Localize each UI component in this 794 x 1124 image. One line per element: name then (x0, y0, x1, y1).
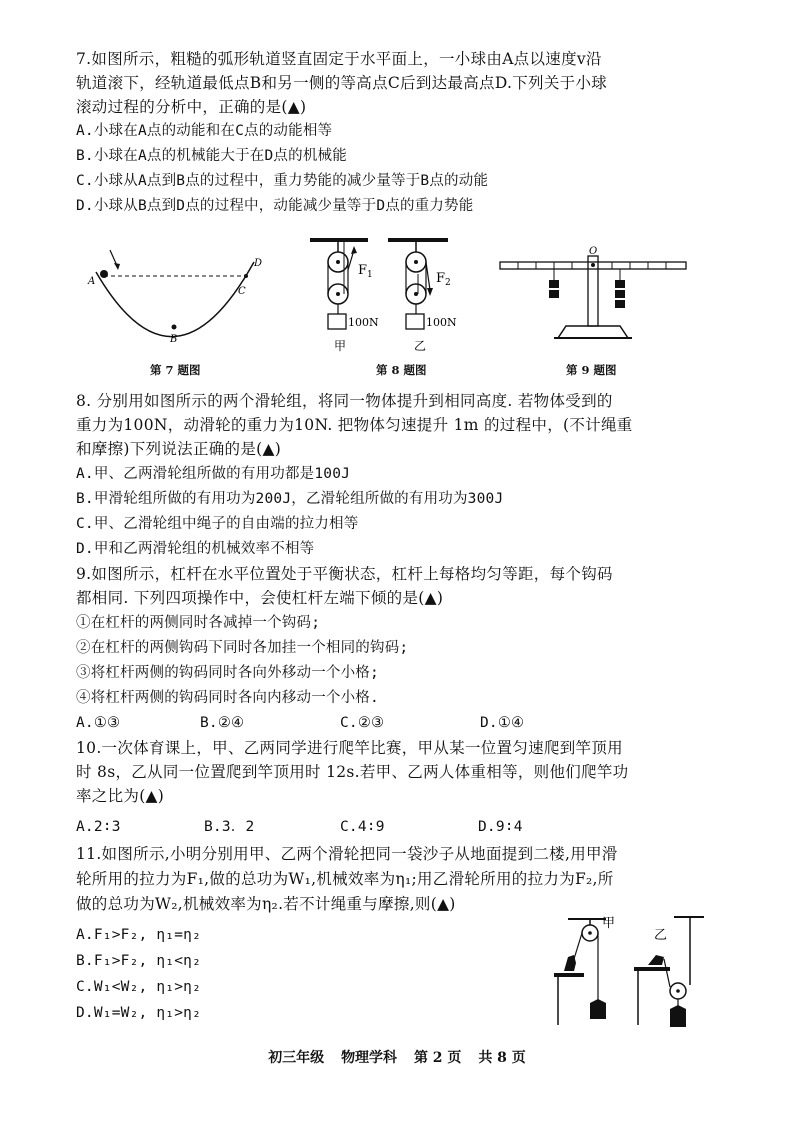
q11-option-a: A.F₁>F₂, η₁=η₂ (76, 927, 202, 943)
page-footer (0, 1047, 794, 1067)
fig7-label-c: C (238, 286, 246, 297)
q8-option-c: C.甲、乙滑轮组中绳子的自由端的拉力相等 (76, 516, 359, 532)
q10-choice-c: C.4∶9 (340, 819, 385, 835)
figure-9-caption: 第 9 题图 (566, 363, 617, 377)
q10-line-2: 时 8s，乙从同一位置爬到竿顶用时 12s.若甲、乙两人体重相等，则他们爬竿功 (76, 763, 629, 781)
q8-option-a: A.甲、乙两滑轮组所做的有用功都是100J (76, 466, 351, 482)
fig9-pivot-label: O (589, 246, 598, 257)
footer-total: 共 8 页 (478, 1050, 526, 1066)
q10-line-3: 率之比为(▲) (76, 787, 165, 805)
fig7-label-b: B (170, 334, 178, 345)
figure-8-pulley-systems (306, 234, 476, 364)
fig8-label-yi: 乙 (414, 339, 427, 353)
q10-choice-a: A.2∶3 (76, 819, 121, 835)
fig7-label-d: D (254, 258, 263, 269)
q11-line-2: 轮所用的拉力为F₁,做的总功为W₁,机械效率为η₁;用乙滑轮所用的拉力为F₂,所 (76, 870, 614, 888)
q7-line-2: 轨道滚下，经轨道最低点B和另一侧的等高点C后到达最高点D.下列关于小球 (76, 74, 608, 92)
fig7-label-a: A (88, 276, 96, 287)
q10-choice-b: B.3．2 (204, 819, 255, 835)
footer-page: 第 2 页 (413, 1050, 462, 1066)
q9-choices (76, 712, 524, 734)
q11-line-1: 11.如图所示,小明分别用甲、乙两个滑轮把同一袋沙子从地面提到二楼,用甲滑 (76, 845, 618, 863)
q10-choices (76, 816, 523, 838)
q11-option-d: D.W₁=W₂, η₁>η₂ (76, 1005, 202, 1021)
figure-7-caption: 第 7 题图 (150, 363, 201, 377)
q9-item-2: ②在杠杆的两侧钩码下同时各加挂一个相同的钩码; (76, 640, 409, 656)
footer-subject: 物理学科 (341, 1050, 398, 1066)
q9-item-4: ④将杠杆两侧的钩码同时各向内移动一个小格. (76, 690, 379, 706)
q9-choice-d: D.①④ (480, 715, 525, 731)
footer-grade: 初三年级 (268, 1050, 325, 1066)
fig8-weight-1: 100N (348, 316, 379, 329)
q9-item-1: ①在杠杆的两侧同时各减掉一个钩码; (76, 615, 321, 631)
fig8-label-jia: 甲 (334, 339, 347, 353)
fig11-label-jia: 甲 (602, 916, 616, 931)
q7-line-3: 滚动过程的分析中，正确的是(▲) (76, 98, 307, 116)
q9-line-2: 都相同. 下列四项操作中，会使杠杆左端下倾的是(▲) (76, 589, 444, 607)
q9-choice-a: A.①③ (76, 715, 121, 731)
figure-11-pulleys (544, 915, 744, 1035)
q8-line-3: 和摩擦)下列说法正确的是(▲) (76, 440, 282, 458)
q7-option-b: B.小球在A点的机械能大于在D点的机械能 (76, 148, 347, 164)
figure-8-caption: 第 8 题图 (376, 363, 427, 377)
q9-choice-b: B.②④ (200, 715, 245, 731)
q8-option-b: B.甲滑轮组所做的有用功为200J，乙滑轮组所做的有用功为300J (76, 491, 504, 507)
q11-option-b: B.F₁>F₂, η₁<η₂ (76, 953, 202, 969)
q7-option-c: C.小球从A点到B点的过程中，重力势能的减少量等于B点的动能 (76, 173, 489, 189)
fig8-force-2: $F_2$ (436, 271, 451, 288)
figure-7-arc-track (86, 236, 276, 346)
q9-item-3: ③将杠杆两侧的钩码同时各向外移动一个小格; (76, 665, 379, 681)
fig11-label-yi: 乙 (654, 928, 668, 943)
q7-option-a: A.小球在A点的动能和在C点的动能相等 (76, 123, 333, 139)
q8-line-2: 重力为100N，动滑轮的重力为10N. 把物体匀速提升 1m 的过程中，(不计绳重 (76, 416, 633, 434)
figure-9-lever (496, 246, 696, 350)
q10-choice-d: D.9∶4 (478, 819, 523, 835)
q9-line-1: 9.如图所示，杠杆在水平位置处于平衡状态，杠杆上每格均匀等距，每个钩码 (76, 565, 613, 583)
fig8-weight-2: 100N (426, 316, 457, 329)
q10-line-1: 10.一次体育课上，甲、乙两同学进行爬竿比赛，甲从某一位置匀速爬到竿顶用 (76, 739, 623, 757)
q11-line-3: 做的总功为W₂,机械效率为η₂.若不计绳重与摩擦,则(▲) (76, 895, 456, 913)
fig8-force-1: $F_1$ (358, 263, 373, 280)
q8-line-1: 8. 分别用如图所示的两个滑轮组，将同一物体提升到相同高度. 若物体受到的 (76, 392, 613, 410)
q9-choice-c: C.②③ (340, 715, 385, 731)
q7-line-1: 7.如图所示，粗糙的弧形轨道竖直固定于水平面上，一小球由A点以速度v沿 (76, 50, 602, 68)
q7-option-d: D.小球从B点到D点的过程中，动能减少量等于D点的重力势能 (76, 198, 474, 214)
q8-option-d: D.甲和乙两滑轮组的机械效率不相等 (76, 541, 315, 557)
q11-option-c: C.W₁<W₂, η₁>η₂ (76, 979, 202, 995)
